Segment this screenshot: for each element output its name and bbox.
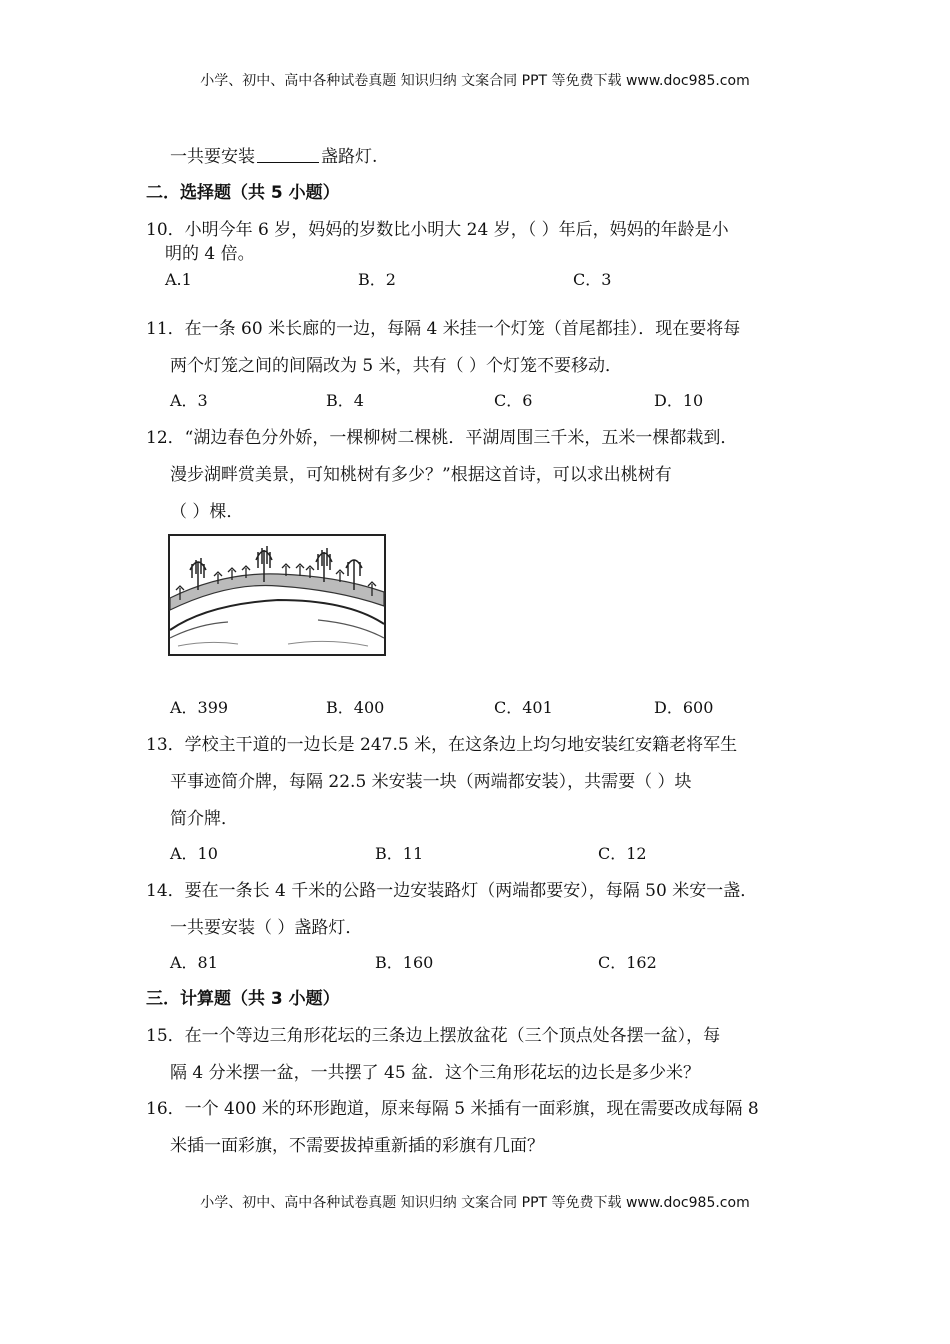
q12-option-a: A．399 — [170, 698, 229, 717]
section-2-title: 二．选择题（共 5 小题） — [146, 183, 340, 203]
q11-option-d: D．10 — [654, 391, 704, 410]
q11-line-1: 11．在一条 60 米长廊的一边，每隔 4 米挂一个灯笼（首尾都挂）．现在要将每 — [146, 319, 741, 339]
q13-option-c: C．12 — [598, 844, 647, 863]
section-3-title: 三．计算题（共 3 小题） — [146, 989, 340, 1009]
page-footer: 小学、初中、高中各种试卷真题 知识归纳 文案合同 PPT 等免费下载 www.doc985.com — [200, 1195, 750, 1211]
q14-option-a: A．81 — [170, 953, 218, 972]
q10-option-b: B．2 — [358, 270, 396, 289]
q12-option-b: B．400 — [326, 698, 385, 717]
carry-over-line — [170, 146, 377, 168]
q13-line-1: 13．学校主干道的一边长是 247.5 米，在这条边上均匀地安装红安籍老将军生 — [146, 735, 738, 755]
lake-trees-illustration — [168, 534, 386, 656]
q15-line-1: 15．在一个等边三角形花坛的三条边上摆放盆花（三个顶点处各摆一盆），每 — [146, 1026, 721, 1046]
page-header: 小学、初中、高中各种试卷真题 知识归纳 文案合同 PPT 等免费下载 www.doc985.com — [200, 73, 750, 89]
q10-line-2: 明的 4 倍。 — [165, 244, 255, 264]
q10-line-1: 10．小明今年 6 岁，妈妈的岁数比小明大 24 岁，（ ）年后，妈妈的年龄是小 — [146, 220, 729, 240]
q10-option-c: C．3 — [573, 270, 612, 289]
q13-line-3: 简介牌． — [170, 809, 238, 829]
q14-option-b: B．160 — [375, 953, 434, 972]
q13-line-2: 平事迹简介牌，每隔 22.5 米安装一块（两端都安装），共需要（ ）块 — [170, 772, 692, 792]
q15-line-2: 隔 4 分米摆一盆，一共摆了 45 盆．这个三角形花坛的边长是多少米？ — [170, 1063, 701, 1083]
q14-line-2: 一共要安装（ ）盏路灯． — [170, 918, 363, 938]
q13-option-a: A．10 — [170, 844, 218, 863]
answer-blank — [257, 146, 319, 163]
q11-option-a: A．3 — [170, 391, 208, 410]
q11-option-b: B．4 — [326, 391, 364, 410]
q14-line-1: 14．要在一条长 4 千米的公路一边安装路灯（两端都要安），每隔 50 米安一盏． — [146, 881, 758, 901]
carry-text-before: 一共要安装 — [170, 147, 255, 167]
q14-option-c: C．162 — [598, 953, 657, 972]
q12-option-d: D．600 — [654, 698, 714, 717]
q16-line-2: 米插一面彩旗，不需要拔掉重新插的彩旗有几面？ — [170, 1136, 544, 1156]
q16-line-1: 16．一个 400 米的环形跑道，原来每隔 5 米插有一面彩旗，现在需要改成每隔 8 — [146, 1099, 759, 1119]
q11-line-2: 两个灯笼之间的间隔改为 5 米，共有（ ）个灯笼不要移动． — [170, 356, 623, 376]
carry-text-after: 盏路灯. — [321, 147, 378, 167]
q12-line-1: 12．“湖边春色分外娇，一棵柳树二棵桃．平湖周围三千米，五米一棵都栽到． — [146, 428, 738, 448]
q12-line-3: （ ）棵． — [170, 502, 244, 522]
q11-option-c: C．6 — [494, 391, 533, 410]
q10-option-a: A.1 — [165, 270, 192, 289]
q13-option-b: B．11 — [375, 844, 424, 863]
q12-option-c: C．401 — [494, 698, 553, 717]
q12-line-2: 漫步湖畔赏美景，可知桃树有多少？”根据这首诗，可以求出桃树有 — [170, 465, 672, 485]
